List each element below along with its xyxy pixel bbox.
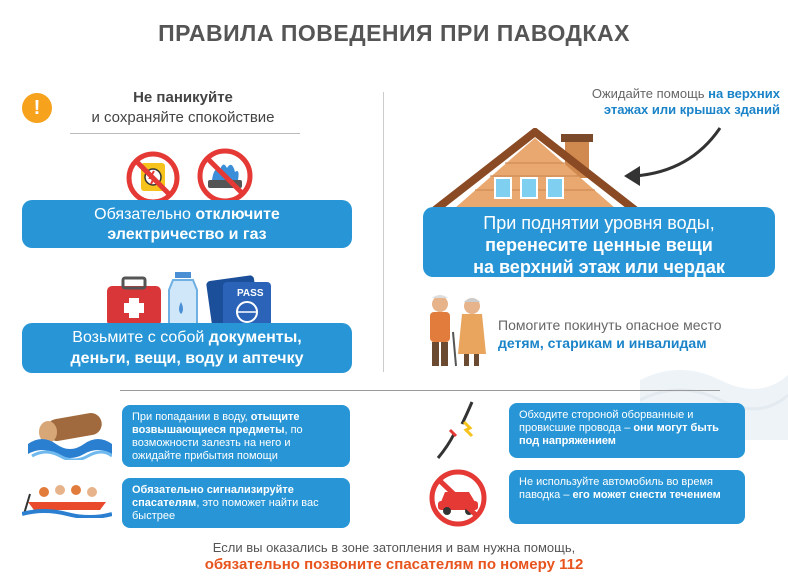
exclamation-icon: ! [22,93,52,123]
signal-text: , это поможет найти вас быстрее [132,497,319,522]
warning-heading: Не паникуйте [133,89,233,106]
help-people-text [498,316,778,352]
docs-bold-2: деньги, вещи, воду и аптечку [70,350,304,367]
first-aid-kit-icon [107,278,161,326]
wires-bold: они могут быть под напряжением [519,422,719,447]
vertical-divider [383,92,384,372]
no-car-panel [509,470,745,524]
people-help-line-1: Помогите покинуть опасное место [498,317,722,333]
horizontal-divider [120,390,720,391]
valuables-bold-2: на верхний этаж или чердак [473,257,725,277]
roof-help-plain: Ожидайте помощь [591,86,709,101]
move-valuables-panel [423,207,775,277]
wires-text: Обходите стороной оборванные и провисшие провода – [519,409,694,434]
water-text-2: , по возможности залезть на него и ожидайте прибытия помощи [132,424,303,462]
car-text: Не используйте автомобиль во время паводка – [519,476,713,501]
docs-bold-1: документы, [208,329,302,346]
water-text-1: При попадании в воду, [132,411,251,423]
roof-help-bold-1: на верхних [708,86,780,101]
roof-help-bold-2: этажах или крышах зданий [603,102,780,117]
log-in-water-icon [28,410,112,460]
electric-bold-1: отключите [195,206,280,223]
broken-wire-icon [432,400,494,462]
people-help-bold: детям, старикам и инвалидам [498,335,707,351]
passport-label: PASS [237,288,264,299]
roof-help-text [530,86,780,118]
water-bottle-icon [169,272,197,326]
warning-underline [70,133,300,134]
valuables-bold-1: перенесите ценные вещи [485,235,713,255]
elderly-people-icon [420,292,490,370]
footer-line-2: обязательно позвоните спасателям по номеру 112 [204,556,584,573]
water-bold-1: отыщите [250,411,300,423]
page-title: ПРАВИЛА ПОВЕДЕНИЯ ПРИ ПАВОДКАХ [158,20,630,46]
rescue-boat-icon [22,478,112,518]
warning-subtext: и сохраняйте спокойствие [91,109,275,126]
find-elevated-objects-panel [122,405,350,467]
turn-off-electricity-panel [22,200,352,248]
no-car-icon [425,468,491,528]
electric-text: Обязательно [94,206,196,223]
no-gas-icon [190,146,260,204]
valuables-line-1: При поднятии уровня воды, [483,213,715,233]
water-bold-2: возвышающиеся предметы [132,424,285,436]
no-electricity-icon [118,148,188,204]
car-bold: его может снести течением [572,489,721,501]
take-documents-panel [22,323,352,373]
signal-rescuers-panel [122,478,350,528]
signal-bold-1: Обязательно сигнализируйте [132,484,294,496]
supplies-icons [105,272,275,328]
passport-icon [206,275,271,328]
avoid-wires-panel [509,403,745,458]
footer-line-1: Если вы оказались в зоне затопления и вам нужна помощь, [212,540,576,555]
house-roof-icon [425,128,645,212]
panic-warning [58,88,308,128]
signal-bold-2: спасателям [132,497,197,509]
docs-text: Возьмите с собой [72,329,209,346]
electric-bold-2: электричество и газ [107,226,267,243]
